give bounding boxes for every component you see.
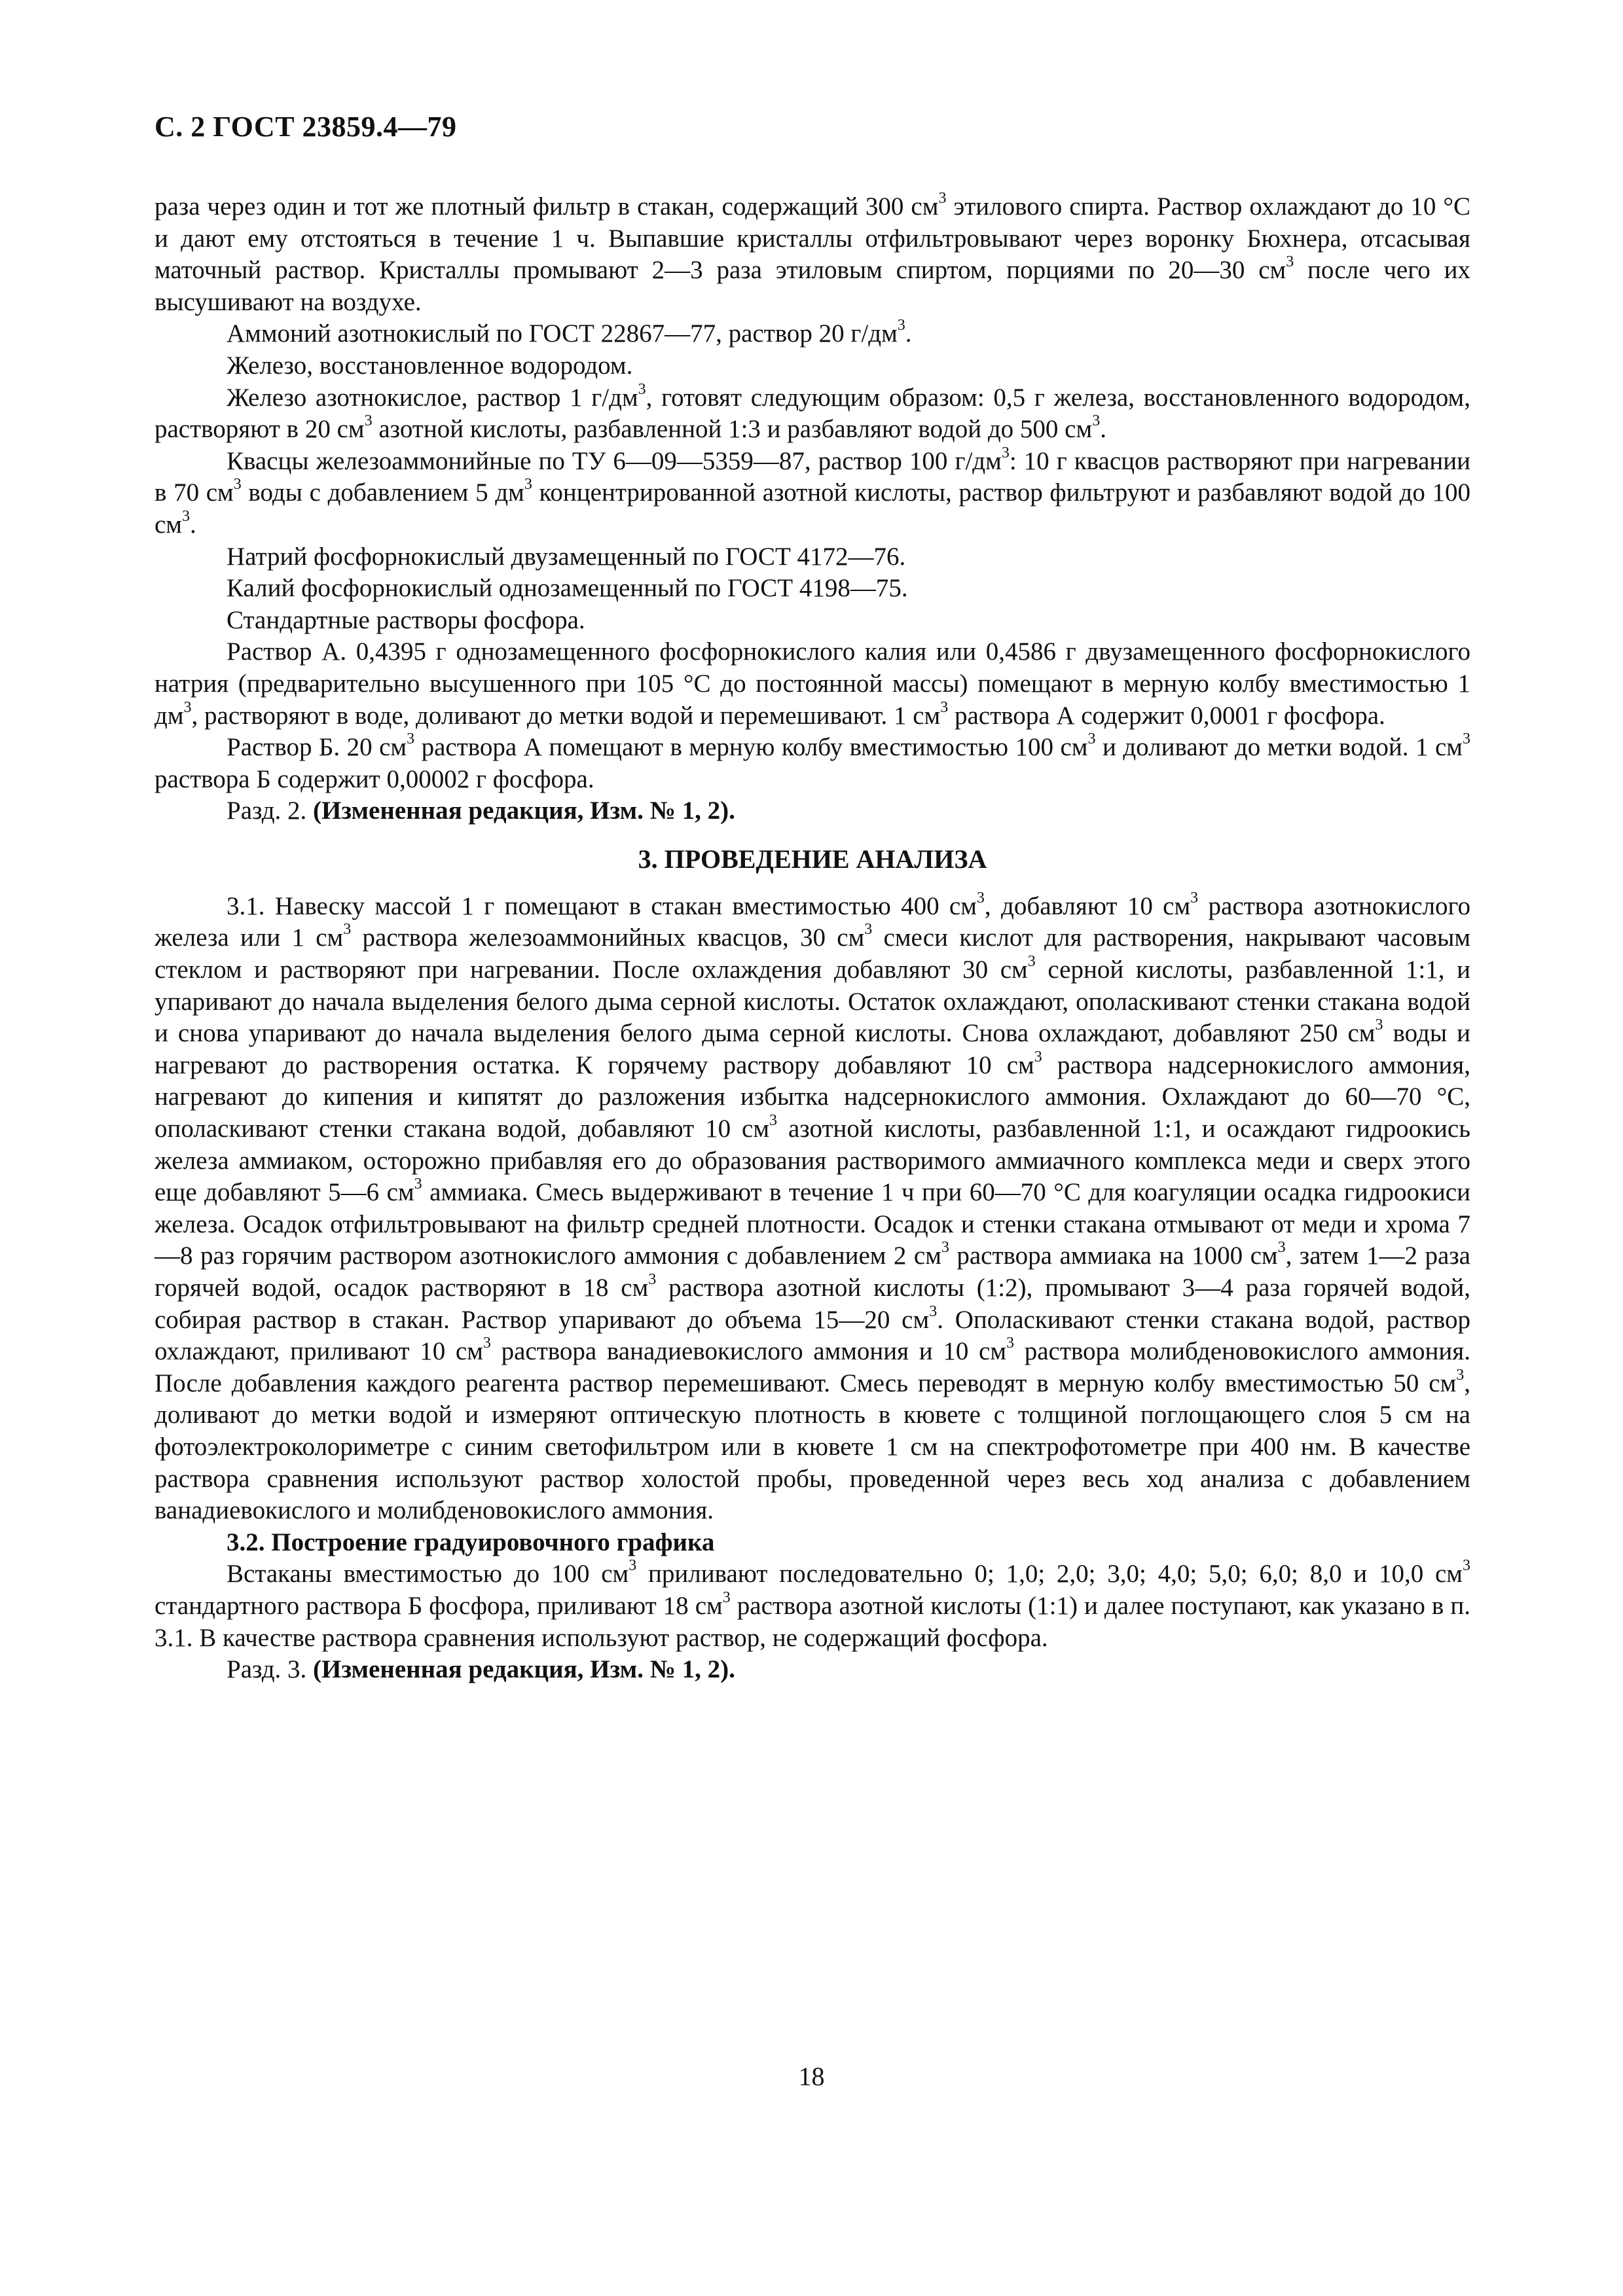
paragraph-standard-solutions: Стандартные растворы фосфора. bbox=[227, 605, 585, 634]
paragraph-iron-nitrate: Железо азотнокислое, раствор 1 $г/дм^3$, готовят следующим образом: 0,5 г железа, восстановленного водородом, растворяют в 20 $см^3$ азотной кислоты, разбавленной 1:3 и разбавляют водой до 500 $см^3$. bbox=[155, 380, 1470, 444]
paragraph-3-1: 3.1. Навеску массой 1 г помещают в стакан вместимостью 400 $см^3$, добавляют 10 $см^3$ раствора азотнокислого железа или 1 $см^3$ раствора железоаммонийных квасцов, 30 $см^3$ смеси кислот для растворения, накрывают часовым стеклом и растворяют при нагревании. После охлаждения добавляют 30 $см^3$ серной кислоты, разбавленной 1:1, и упаривают до начала выделения белого дыма серной кислоты. Остаток охлаждают, ополаскивают стенки стакана водой и снова упаривают до начала выделения белого дыма серной кислоты. Снова охлаждают, добавляют 250 $см^3$ воды и нагревают до растворения остатка. К горячему раствору добавляют 10 $см^3$ раствора надсернокислого аммония, нагревают до кипения и кипятят до разложения избытка надсернокислого аммония. Охлаждают до 60—70 °С, ополаскивают стенки стакана водой, добавляют 10 $см^3$ азотной кислоты, разбавленной 1:1, и осаждают гидроокись железа аммиаком, осторожно прибавляя его до образования растворимого аммиачного комплекса меди и сверх этого еще добавляют 5—6 $см^3$ аммиака. Смесь выдерживают в течение 1 ч при 60—70 °С для коагуляции осадка гидроокиси железа. Осадок отфильтровывают на фильтр средней плотности. Осадок и стенки стакана отмывают от меди и хрома 7—8 раз горячим раствором азотнокислого аммония с добавлением 2 $см^3$ раствора аммиака на 1000 $см^3$, затем 1—2 раза горячей водой, осадок растворяют в 18 $см^3$ раствора азотной кислоты (1:2), промывают 3—4 раза горячей водой, собирая раствор в стакан. Раствор упаривают до объема 15—20 $см^3$. Ополаскивают стенки стакана водой, раствор охлаждают, приливают 10 $см^3$ раствора ванадиевокислого аммония и 10 $см^3$ раствора молибденовокислого аммония. После добавления каждого реагента раствор перемешивают. Смесь переводят в мерную колбу вместимостью 50 $см^3$, доливают до метки водой и измеряют оптическую плотность в кювете с толщиной поглощающего слоя 5 см на фотоэлектроколориметре с синим светофильтром или в кювете 1 см на спектрофотометре при 400 нм. В качестве раствора сравнения используют раствор холостой пробы, проведенной через весь ход анализа с добавлением ванадиевокислого и молибденовокислого аммония. bbox=[155, 889, 1471, 1525]
amendment-note-prefix: Разд. 2. bbox=[227, 797, 307, 825]
paragraph-solution-a: Раствор А. 0,4395 г однозамещенного фосфорнокислого калия или 0,4586 г двузамещенного фосфорнокислого натрия (предварительно высушенного при 105 °С до постоянной массы) помещают в мерную колбу вместимостью 1 $дм^3$, растворяют в воде, доливают до метки водой и перемешивают. 1 $см^3$ раствора А содержит 0,0001 г фосфора. bbox=[155, 637, 1470, 730]
section-3-title: 3. ПРОВЕДЕНИЕ АНАЛИЗА bbox=[638, 844, 987, 874]
amendment-note-text: (Измененная редакция, Изм. № 1, 2). bbox=[313, 1655, 735, 1684]
amendment-note-section-2 bbox=[155, 795, 1470, 827]
amendment-note-section-3 bbox=[155, 1654, 1470, 1686]
paragraph-reduced-iron: Железо, восстановленное водородом. bbox=[227, 351, 633, 380]
paragraph-crystallization: раза через один и тот же плотный фильтр в стакан, содержащий 300 $см^3$ этилового спирта. Раствор охлаждают до 10 °С и дают ему отстояться в течение 1 ч. Выпавшие кристаллы отфильтровывают через воронку Бюхнера, отсасывая маточный раствор. Кристаллы промывают 2—3 раза этиловым спиртом, порциями по 20—30 $см^3$ после чего их высушивают на воздухе. bbox=[155, 190, 1470, 316]
paragraph-3-2: Встаканы вместимостью до 100 $см^3$ приливают последовательно 0; 1,0; 2,0; 3,0; 4,0; 5,0; 6,0; 8,0 и 10,0 $см^3$ стандартного раствора Б фосфора, приливают 18 $см^3$ раствора азотной кислоты (1:1) и далее поступают, как указано в п. 3.1. В качестве раствора сравнения используют раствор, не содержащий фосфора. bbox=[155, 1557, 1470, 1652]
page-number: 18 bbox=[798, 2062, 825, 2091]
subsection-3-2-heading: 3.2. Построение градуировочного графика bbox=[227, 1528, 715, 1556]
amendment-note-prefix: Разд. 3. bbox=[227, 1655, 307, 1684]
paragraph-iron-alum: Квасцы железоаммонийные по ТУ 6—09—5359—87, раствор 100 $г/дм^3$: 10 г квасцов растворяют при нагревании в 70 $см^3$ воды с добавлением 5 $дм^3$ концентрированной азотной кислоты, раствор фильтруют и разбавляют водой до 100 $см^3$. bbox=[155, 444, 1470, 539]
paragraph-ammonium-nitrate: Аммоний азотнокислый по ГОСТ 22867—77, раствор 20 $г/дм^3$. bbox=[227, 317, 912, 348]
paragraph-potassium-phosphate: Калий фосфорнокислый однозамещенный по ГОСТ 4198—75. bbox=[227, 574, 908, 603]
body-text bbox=[155, 191, 1470, 1686]
paragraph-solution-b: Раствор Б. 20 $см^3$ раствора А помещают в мерную колбу вместимостью 100 $см^3$ и доливают до метки водой. 1 $см^3$ раствора Б содержит 0,00002 г фосфора. bbox=[155, 730, 1470, 793]
paragraph-sodium-phosphate: Натрий фосфорнокислый двузамещенный по ГОСТ 4172—76. bbox=[227, 542, 906, 571]
running-head: С. 2 ГОСТ 23859.4—79 bbox=[155, 111, 457, 143]
amendment-note-text: (Измененная редакция, Изм. № 1, 2). bbox=[313, 797, 735, 825]
